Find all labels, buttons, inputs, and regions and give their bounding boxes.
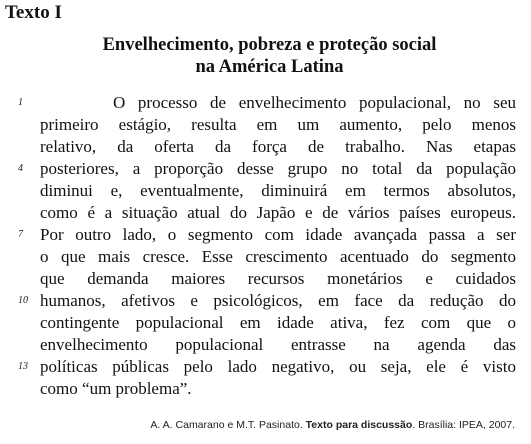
text-label: Texto I <box>5 2 62 23</box>
text-line: humanos, afetivos e psicológicos, em face da redução do <box>40 291 516 310</box>
citation-work: Texto para discussão <box>305 419 413 431</box>
line-number-4: 4 <box>18 163 23 174</box>
text-line: o que mais cresce. Esse crescimento acentuado do segmento <box>40 247 516 266</box>
text-line: envelhecimento populacional entrasse na agenda das <box>40 335 516 354</box>
line-number-10: 10 <box>18 295 28 306</box>
text-line: que demanda maiores recursos monetários e cuidados <box>40 269 516 288</box>
line-number-1: 1 <box>18 97 23 108</box>
text-line: relativo, da oferta da força de trabalho. Nas etapas <box>40 137 516 156</box>
title-line-2: na América Latina <box>195 57 344 77</box>
citation <box>0 418 515 432</box>
text-line: Por outro lado, o segmento com idade avançada passa a ser <box>40 225 516 244</box>
text-line: diminui e, eventualmente, diminuirá em termos absolutos, <box>40 181 516 200</box>
text-line: como “um problema”. <box>40 379 192 398</box>
text-line: primeiro estágio, resulta em um aumento, pelo menos <box>40 115 516 134</box>
text-line: políticas públicas pelo lado negativo, ou seja, ele é visto <box>40 357 516 376</box>
text-line: contingente populacional em idade ativa, fez com que o <box>40 313 516 332</box>
text-line: posteriores, a proporção desse grupo no total da população <box>40 159 516 178</box>
citation-publisher: . Brasília: IPEA, 2007. <box>412 419 515 431</box>
text-line: como é a situação atual do Japão e de vários países europeus. <box>40 203 516 222</box>
line-number-13: 13 <box>18 361 28 372</box>
citation-authors: A. A. Camarano e M.T. Pasinato. <box>150 419 303 431</box>
line-number-7: 7 <box>18 229 23 240</box>
text-line: O processo de envelhecimento populacional, no seu <box>113 93 516 112</box>
title-line-1: Envelhecimento, pobreza e proteção social <box>102 35 437 55</box>
